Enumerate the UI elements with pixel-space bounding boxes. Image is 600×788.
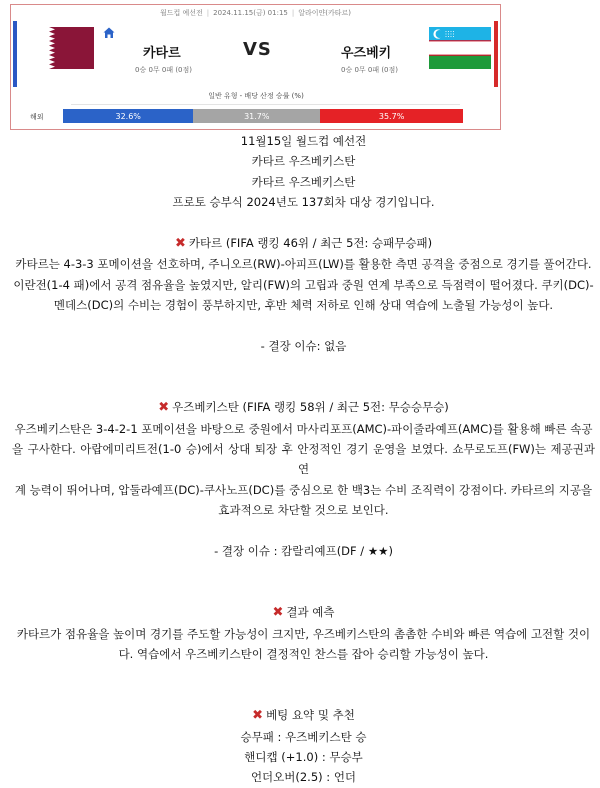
away-win-probability: 35.7% [320, 109, 463, 123]
paragraph-line: 멘데스(DC)의 수비는 경험이 풍부하지만, 후반 체력 저하로 인해 상대 역습에 노출될 가능성이 높다. [53, 298, 554, 313]
home-icon [103, 27, 115, 39]
x-mark-icon: ✖ [252, 708, 264, 724]
spacer [12, 316, 595, 336]
betting-pick: 언더오버(2.5) : 언더 [250, 770, 357, 785]
betting-heading [12, 705, 595, 726]
away-accent-bar [494, 21, 498, 87]
spacer [12, 213, 595, 233]
paragraph-line: 효과적으로 차단할 것으로 보인다. [218, 503, 389, 518]
paragraph-line: 카타르는 4-3-3 포메이션을 선호하며, 주니오르(RW)-아피프(LW)를 활용한 측면 공격을 중점으로 경기를 풀어간다. [15, 257, 592, 272]
intro-line: 카타르 우즈베키스탄 [251, 174, 356, 189]
paragraph-line: 이란전(1-4 패)에서 공격 점유율을 높였지만, 알리(FW)의 고립과 중원 연계 부족으로 득점력이 떨어졌다. 쿠키(DC)- [13, 277, 594, 292]
separator: | [206, 8, 210, 17]
away-team-name: 우즈베키 [341, 46, 392, 61]
match-info-row [11, 5, 500, 20]
league-name: 월드컵 예선전 [159, 8, 203, 17]
paragraph-line: 카타르가 점유율을 높이며 경기를 주도할 가능성이 크지만, 우즈베키스탄의 촘촘한 수비와 빠른 역습에 고전할 것이 [16, 626, 591, 641]
overseas-label: 해외 [30, 113, 44, 121]
x-mark-icon: ✖ [272, 605, 284, 621]
spacer [12, 521, 595, 541]
paragraph-line: 다. 역습에서 우즈베키스탄이 결정적인 찬스를 잡아 승리할 가능성이 높다. [118, 647, 489, 662]
home-absence-note: - 결장 이슈: 없음 [260, 339, 347, 354]
away-absence-note: - 결장 이슈 : 캄랄리예프(DF / ★★) [214, 544, 393, 559]
intro-line: 프로토 승부식 2024년도 137회차 대상 경기입니다. [172, 195, 435, 210]
spacer [12, 685, 595, 705]
intro-line: 카타르 우즈베키스탄 [251, 154, 356, 169]
prediction-title: 결과 예측 [286, 605, 335, 620]
separator: | [291, 8, 295, 17]
x-mark-icon: ✖ [174, 236, 186, 252]
spacer [12, 356, 595, 376]
home-section-heading [12, 233, 595, 254]
match-datetime: 2024.11.15(금) 01:15 [213, 8, 288, 17]
spacer [12, 582, 595, 602]
x-mark-icon: ✖ [158, 400, 170, 416]
match-venue: 알라이얀(카타르) [298, 8, 352, 17]
spacer [12, 561, 595, 581]
intro-line: 11월15일 월드컵 예선전 [240, 134, 367, 148]
uzbekistan-flag-icon [429, 27, 491, 69]
win-probability-bar [63, 109, 463, 123]
spacer [12, 377, 595, 397]
betting-title: 베팅 요약 및 추천 [266, 708, 355, 723]
qatar-flag-icon [32, 27, 94, 69]
home-team-record: 0승 0무 0패 (0점) [135, 66, 192, 74]
match-header-card [10, 4, 501, 130]
spacer [12, 664, 595, 684]
draw-probability: 31.7% [193, 109, 320, 123]
article-body [12, 131, 595, 788]
paragraph-line: 우즈베키스탄은 3-4-2-1 포메이션을 바탕으로 중원에서 마사리포프(AMC)-파이줄라예프(AMC)를 활용해 빠른 속공 [14, 421, 593, 436]
prediction-heading [12, 602, 595, 623]
bet-type-label: 일반 유형 - 배당 산정 승률 (%) [208, 92, 304, 100]
betting-pick: 승무패 : 우즈베키스탄 승 [240, 729, 367, 744]
paragraph-line: 계 능력이 뛰어나며, 압둘라예프(DC)-쿠사노프(DC)를 중심으로 한 백3는 수비 조직력이 강점이다. 카타르의 지공을 [14, 482, 593, 497]
paragraph-line: 을 구사한다. 아랍에미리트전(1-0 승)에서 상대 퇴장 후 안정적인 경기 운영을 보였다. 쇼무로도프(FW)는 제공권과 연 [12, 442, 595, 477]
home-section-title: 카타르 (FIFA 랭킹 46위 / 최근 5전: 승패무승패) [188, 236, 433, 251]
vs-label: VS [243, 39, 272, 60]
betting-pick: 핸디캡 (+1.0) : 무승부 [244, 750, 363, 765]
away-section-title: 우즈베키스탄 (FIFA 랭킹 58위 / 최근 5전: 무승승무승) [172, 400, 449, 415]
divider [71, 104, 460, 105]
home-team-name: 카타르 [143, 46, 181, 61]
home-win-probability: 32.6% [63, 109, 193, 123]
away-team-record: 0승 0무 0패 (0점) [341, 66, 398, 74]
away-section-heading [12, 397, 595, 418]
home-accent-bar [13, 21, 17, 87]
